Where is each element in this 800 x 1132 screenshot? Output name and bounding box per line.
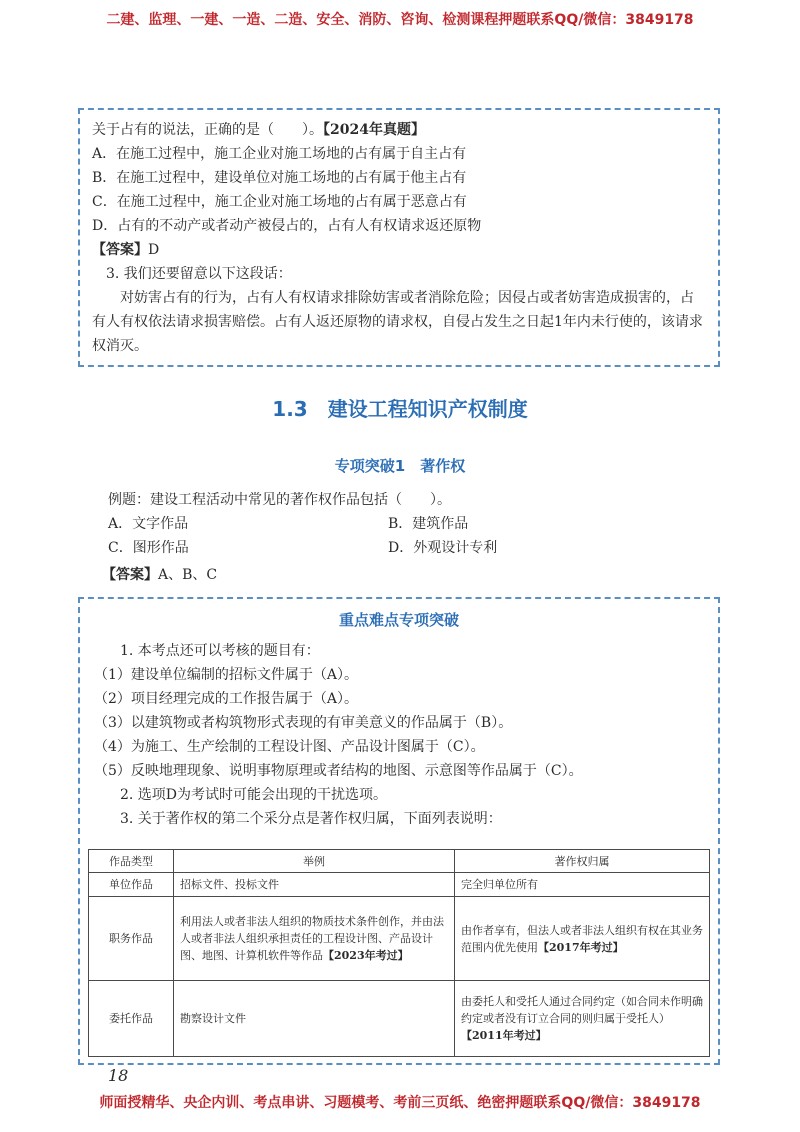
example-text: 招标文件、投标文件	[180, 878, 279, 891]
key-point-line: （5）反映地理现象、说明事物原理或者结构的地图、示意图等作品属于（C）。	[94, 763, 583, 779]
key-point-line: （2）项目经理完成的工作报告属于（A）。	[94, 691, 359, 707]
answer-line	[92, 238, 704, 262]
footer-banner: 师面授精华、央企内训、考点串讲、习题模考、考前三页纸、绝密押题联系QQ/微信：3849178	[99, 1095, 701, 1111]
subsection-title: 专项突破1 著作权	[334, 457, 466, 475]
example-question-text: 例题：建设工程活动中常见的著作权作品包括（ ）。	[108, 492, 451, 508]
key-point-line: （3）以建筑物或者构筑物形式表现的有审美意义的作品属于（B）。	[94, 715, 513, 731]
example-option-b: B．建筑作品	[388, 516, 469, 532]
key-point-line: （4）为施工、生产绘制的工程设计图、产品设计图属于（C）。	[94, 739, 485, 755]
page-number: 18	[108, 1066, 129, 1085]
note-body: 对妨害占有的行为，占有人有权请求排除妨害或者消除危险；因侵占或者妨害造成损害的，占有人有权依法请求损害赔偿。占有人返还原物的请求权，自侵占发生之日起1年内未行使的，该请求权消灭。	[92, 290, 703, 354]
example-tag: 【2023年考过】	[323, 949, 409, 962]
question-tag: 【2024年真题】	[323, 122, 425, 138]
copyright-table	[88, 849, 710, 1057]
option-d: D．占有的不动产或者动产被侵占的，占有人有权请求返还原物	[92, 218, 482, 234]
answer-label: 【答案】	[92, 242, 148, 258]
example-question	[108, 488, 708, 560]
table-header-row	[89, 850, 710, 873]
owner-tag: 【2017年考过】	[538, 940, 624, 954]
key-point-line: 2. 选项D为考试时可能会出现的干扰选项。	[120, 787, 388, 803]
question-line	[92, 118, 704, 142]
table-header: 著作权归属	[455, 850, 710, 873]
table-cell-owner	[455, 873, 710, 897]
owner-text: 由作者享有，但法人或者非法人组织有权在其业务范围内优先使用	[461, 923, 703, 954]
note-heading: 3. 我们还要留意以下这段话：	[106, 266, 292, 282]
table-cell-example	[174, 873, 455, 897]
example-option-a: A．文字作品	[108, 516, 189, 532]
example-answer-value: A、B、C	[158, 567, 218, 583]
key-point-line: 1. 本考点还可以考核的题目有：	[120, 643, 320, 659]
option-c: C．在施工过程中，施工企业对施工场地的占有属于恶意占有	[92, 194, 467, 210]
example-text: 利用法人或者非法人组织的物质技术条件创作，并由法人或者非法人组织承担责任的工程设计图、产品设计图、地图、计算机软件等作品	[180, 915, 444, 962]
key-point-line: （1）建设单位编制的招标文件属于（A）。	[94, 667, 359, 683]
owner-text: 完全归单位所有	[461, 878, 538, 891]
example-text: 勘察设计文件	[180, 1012, 246, 1025]
table-header: 举例	[174, 850, 455, 873]
example-option-c: C．图形作品	[108, 540, 189, 556]
option-b: B．在施工过程中，建设单位对施工场地的占有属于他主占有	[92, 170, 467, 186]
owner-text: 由委托人和受托人通过合同约定（如合同未作明确约定或者没有订立合同的则归属于受托人）	[461, 995, 703, 1025]
key-point-line: 3. 关于著作权的第二个采分点是著作权归属，下面列表说明：	[120, 811, 502, 827]
example-answer	[102, 563, 217, 587]
table-row	[89, 897, 710, 981]
table-cell-type: 单位作品	[89, 873, 174, 897]
table-cell-example	[174, 981, 455, 1057]
key-points-heading: 重点难点专项突破	[338, 611, 459, 629]
example-options	[108, 512, 708, 560]
owner-tag: 【2011年考过】	[461, 1029, 547, 1042]
example-option-d: D．外观设计专利	[388, 540, 498, 556]
question-text: 关于占有的说法，正确的是（ ）。	[92, 122, 323, 138]
table-cell-owner	[455, 897, 710, 981]
table-cell-type: 委托作品	[89, 981, 174, 1057]
option-a: A．在施工过程中，施工企业对施工场地的占有属于自主占有	[92, 146, 467, 162]
key-points-box	[78, 597, 720, 1065]
table-cell-type: 职务作品	[89, 897, 174, 981]
table-row	[89, 981, 710, 1057]
example-answer-label: 【答案】	[102, 567, 158, 583]
table-cell-owner	[455, 981, 710, 1057]
header-banner: 二建、监理、一建、一造、二造、安全、消防、咨询、检测课程押题联系QQ/微信：3849178	[106, 12, 694, 28]
section-title: 1.3 建设工程知识产权制度	[272, 397, 528, 421]
table-cell-example	[174, 897, 455, 981]
answer-value: D	[148, 242, 160, 258]
table-row	[89, 873, 710, 897]
question-box	[78, 108, 720, 367]
table-header: 作品类型	[89, 850, 174, 873]
